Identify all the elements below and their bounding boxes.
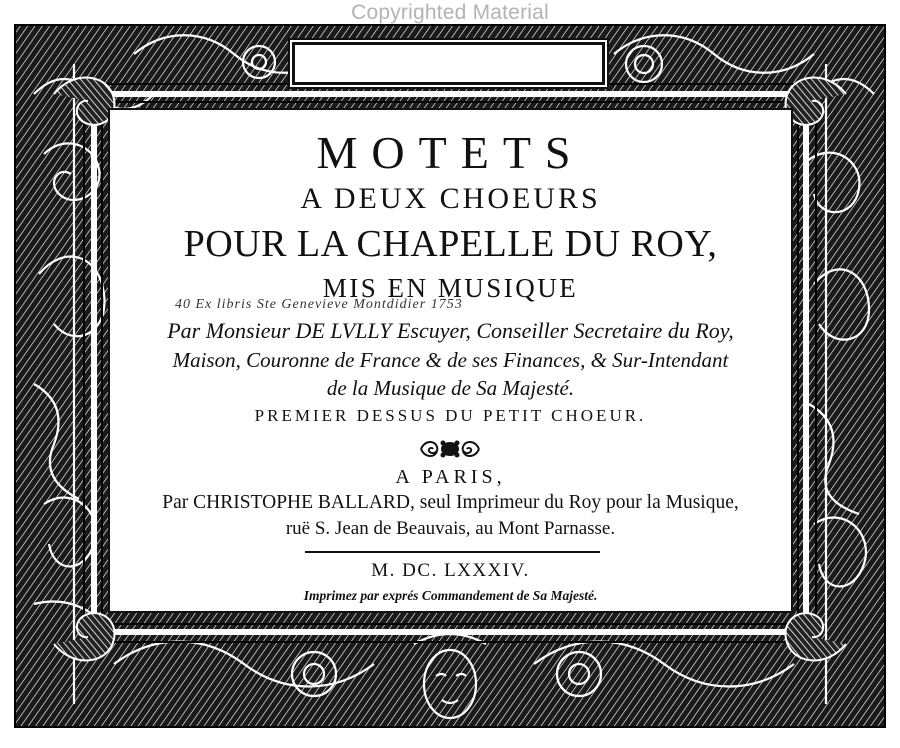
copyright-watermark: Copyrighted Material: [351, 1, 549, 24]
subtitle-chapelle: POUR LA CHAPELLE DU ROY,: [183, 223, 718, 265]
divider-rule: [305, 551, 600, 553]
author-line: Par Monsieur DE LVLLY Escuyer, Conseiller Secretaire du Roy,: [167, 318, 734, 343]
imprint-printer: Par CHRISTOPHE BALLARD, seul Imprimeur du Roy pour la Musique,: [162, 492, 739, 513]
handwritten-annotation: 40 Ex libris Ste Genevieve Montdidier 1753: [175, 297, 463, 312]
author-titles-line: Maison, Couronne de France & de ses Finances, & Sur-Intendant: [172, 348, 729, 372]
author-titles-line-2: de la Musique de Sa Majesté.: [326, 376, 575, 400]
imprint-date: M. DC. LXXXIV.: [371, 560, 530, 581]
imprint-address: ruë S. Jean de Beauvais, au Mont Parnasse.: [285, 518, 616, 539]
title-page-panel: [108, 108, 793, 613]
fleuron-ornament-icon: [419, 438, 481, 460]
empty-top-cartouche: [292, 42, 605, 85]
title-motets: MOTETS: [316, 127, 585, 178]
privilege-line: Imprimez par exprés Commandement de Sa Majesté.: [303, 588, 598, 603]
part-designation: PREMIER DESSUS DU PETIT CHOEUR.: [254, 406, 647, 425]
subtitle-deux-choeurs: A DEUX CHOEURS: [300, 182, 601, 215]
subtitle-mis-en-musique: MIS EN MUSIQUE: [322, 273, 579, 303]
imprint-city: A PARIS,: [395, 466, 506, 488]
